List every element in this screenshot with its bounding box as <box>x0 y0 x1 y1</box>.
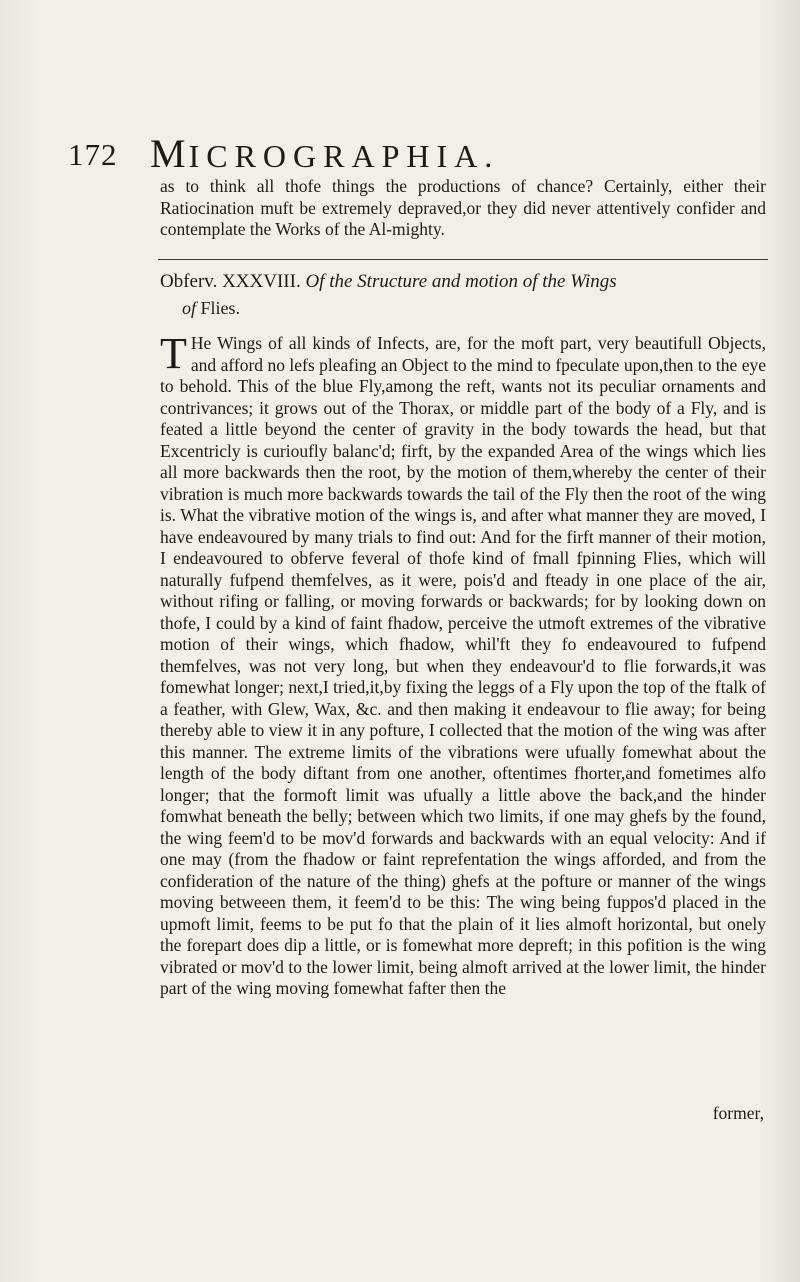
intro-paragraph: as to think all thofe things the productions of chance? Certainly, either their Ratiocination muft be extremely depraved,or they did never attentively confider and contemplate the Works of the Al-mighty. <box>160 176 766 239</box>
observation-subtitle-rest: Flies. <box>196 298 241 318</box>
catchword: former, <box>712 1103 764 1123</box>
observation-title: Of the Structure and motion of the Wings <box>305 271 617 292</box>
observation-label: Obferv. XXXVIII. <box>160 271 301 292</box>
observation-subtitle-prefix: of <box>182 298 197 318</box>
body-paragraph <box>160 329 766 1000</box>
running-head-rest: ICROGRAPHIA. <box>188 138 500 174</box>
running-head <box>150 130 499 177</box>
running-head-initial: M <box>150 131 189 176</box>
drop-cap: T <box>160 329 187 378</box>
page-number: 172 <box>68 137 118 172</box>
observation-heading <box>160 269 766 321</box>
body-text: He Wings of all kinds of Infects, are, for the moft part, very beautifull Objects, and afford no lefs pleafing an Object to the mind to fpeculate upon,then to the eye to behold. This of the blue Fly,among the reft, wants not its peculiar ornaments and contrivances; it grows out of the Thorax, or middle part of the body of a Fly, and is feated a little beyond the center of gravity in the body towards the head, but that Excentricly is curioufly balanc'd; firft, by the expanded Area of the wings which lies all more backwards then the root, by the motion of them,whereby the center of their vibration is much more backwards towards the tail of the Fly then the root of the wing is. What the vibrative motion of the wings is, and after what manner they are moved, I have endeavoured by many trials to find out: And for the firft manner of their motion, I endeavoured to obferve feveral of thofe kind of fmall fpinning Flies, which will naturally fufpend themfelves, as it were, pois'd and fteady in one place of the air, without rifing or falling, or moving forwards or backwards; for by looking down on thofe, I could by a kind of faint fhadow, perceive the utmoft extremes of the vibrative motion of their wings, which fhadow, whil'ft they fo endeavoured to fufpend themfelves, was not very long, but when they endeavour'd to flie forwards,it was fomewhat longer; next,I tried,it,by fixing the leggs of a Fly upon the top of the ftalk of a feather, with Glew, Wax, &c. and then making it endeavour to flie away; for being thereby able to view it in any pofture, I collected that the motion of the wing was after this manner. The extreme limits of the vibrations were ufually fomewhat about the length of the body diftant from one another, oftentimes fhorter,and fometimes alfo longer; that the formoft limit was ufually a little above the back,and the hinder fomwhat beneath the belly; between which two limits, if one may ghefs by the found, the wing feem'd to be mov'd forwards and backwards with an equal velocity: And if one may (from the fhadow or faint reprefentation the wings afforded, and from the confideration of the nature of the thing) ghefs at the pofture or manner of the wings moving betweeen them, it feem'd to be this: The wing being fuppos'd placed in the upmoft limit, feems to be put fo that the plain of it lies almoft horizontal, but onely the forepart does dip a little, or is fomewhat more depreft; in this pofition is the wing vibrated or mov'd to the lower limit, being almoft arrived at the lower limit, the hinder part of the wing moving fomewhat fafter then the <box>160 333 766 998</box>
section-divider <box>158 259 768 260</box>
observation-subtitle <box>160 295 766 321</box>
